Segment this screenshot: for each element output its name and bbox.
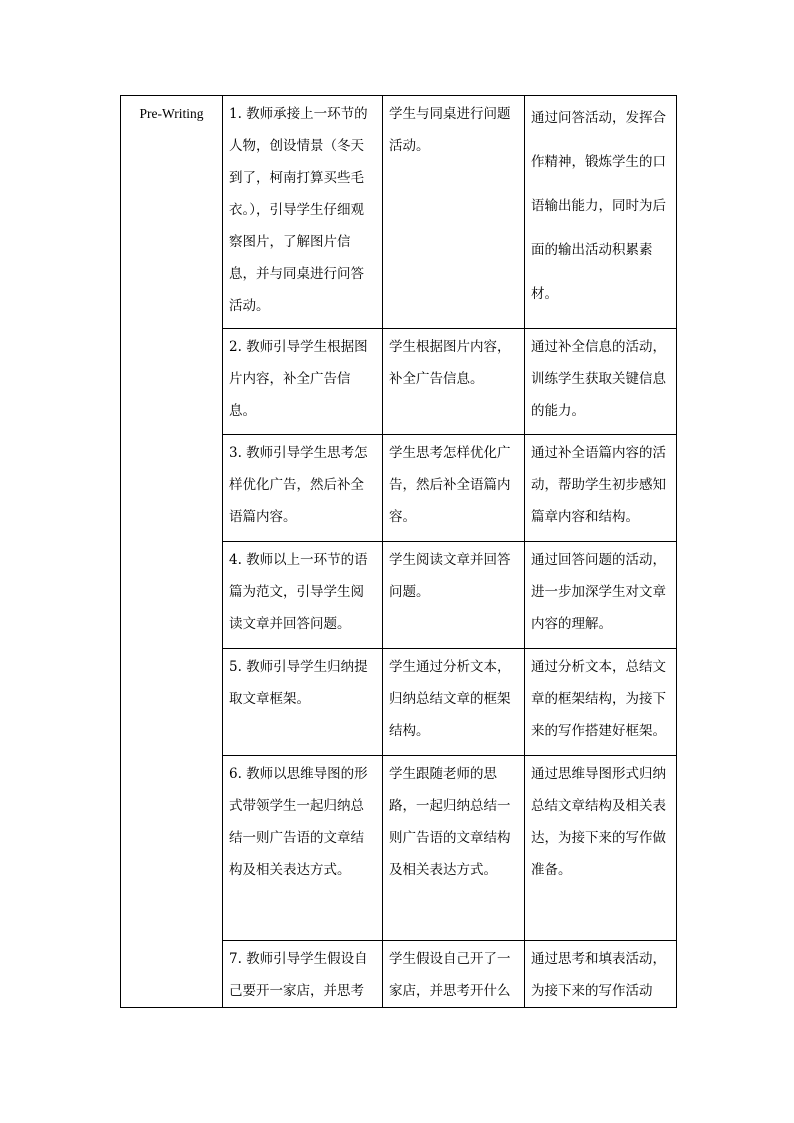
- teacher-activity-cell: 5. 教师引导学生归纳提取文章框架。: [223, 649, 383, 756]
- design-purpose-cell: 通过分析文本，总结文章的框架结构，为接下来的写作搭建好框架。: [525, 649, 677, 756]
- design-purpose-cell: 通过补全信息的活动，训练学生获取关键信息的能力。: [525, 329, 677, 435]
- teacher-activity-cell: 2. 教师引导学生根据图片内容，补全广告信息。: [223, 329, 383, 435]
- student-activity-cell: 学生根据图片内容，补全广告信息。: [383, 329, 525, 435]
- design-purpose-cell: 通过思维导图形式归纳总结文章结构及相关表达，为接下来的写作做准备。: [525, 756, 677, 941]
- student-activity-cell: 学生阅读文章并回答问题。: [383, 542, 525, 649]
- student-activity-cell: 学生与同桌进行问题活动。: [383, 96, 525, 329]
- teacher-activity-cell: 1. 教师承接上一环节的人物，创设情景（冬天到了，柯南打算买些毛衣。），引导学生仔细观察图片，了解图片信息，并与同桌进行问答活动。: [223, 96, 383, 329]
- student-activity-cell: 学生通过分析文本，归纳总结文章的框架结构。: [383, 649, 525, 756]
- student-activity-cell: 学生思考怎样优化广告，然后补全语篇内容。: [383, 435, 525, 542]
- teacher-activity-cell: 7. 教师引导学生假设自己要开一家店，并思考: [223, 941, 383, 1008]
- design-purpose-cell: 通过回答问题的活动，进一步加深学生对文章内容的理解。: [525, 542, 677, 649]
- student-activity-cell: 学生假设自己开了一家店，并思考开什么: [383, 941, 525, 1008]
- design-purpose-cell: 通过补全语篇内容的活动，帮助学生初步感知篇章内容和结构。: [525, 435, 677, 542]
- teacher-activity-cell: 4. 教师以上一环节的语篇为范文，引导学生阅读文章并回答问题。: [223, 542, 383, 649]
- teacher-activity-cell: 6. 教师以思维导图的形式带领学生一起归纳总结一则广告语的文章结构及相关表达方式。: [223, 756, 383, 941]
- design-purpose-cell: 通过问答活动，发挥合作精神，锻炼学生的口语输出能力，同时为后面的输出活动积累素材。: [525, 96, 677, 329]
- design-purpose-cell: 通过思考和填表活动，为接下来的写作活动: [525, 941, 677, 1008]
- teacher-activity-cell: 3. 教师引导学生思考怎样优化广告，然后补全语篇内容。: [223, 435, 383, 542]
- table-row: [121, 96, 677, 329]
- lesson-plan-table: [120, 95, 677, 1008]
- stage-cell: Pre-Writing: [121, 96, 223, 1008]
- student-activity-cell: 学生跟随老师的思路，一起归纳总结一则广告语的文章结构及相关表达方式。: [383, 756, 525, 941]
